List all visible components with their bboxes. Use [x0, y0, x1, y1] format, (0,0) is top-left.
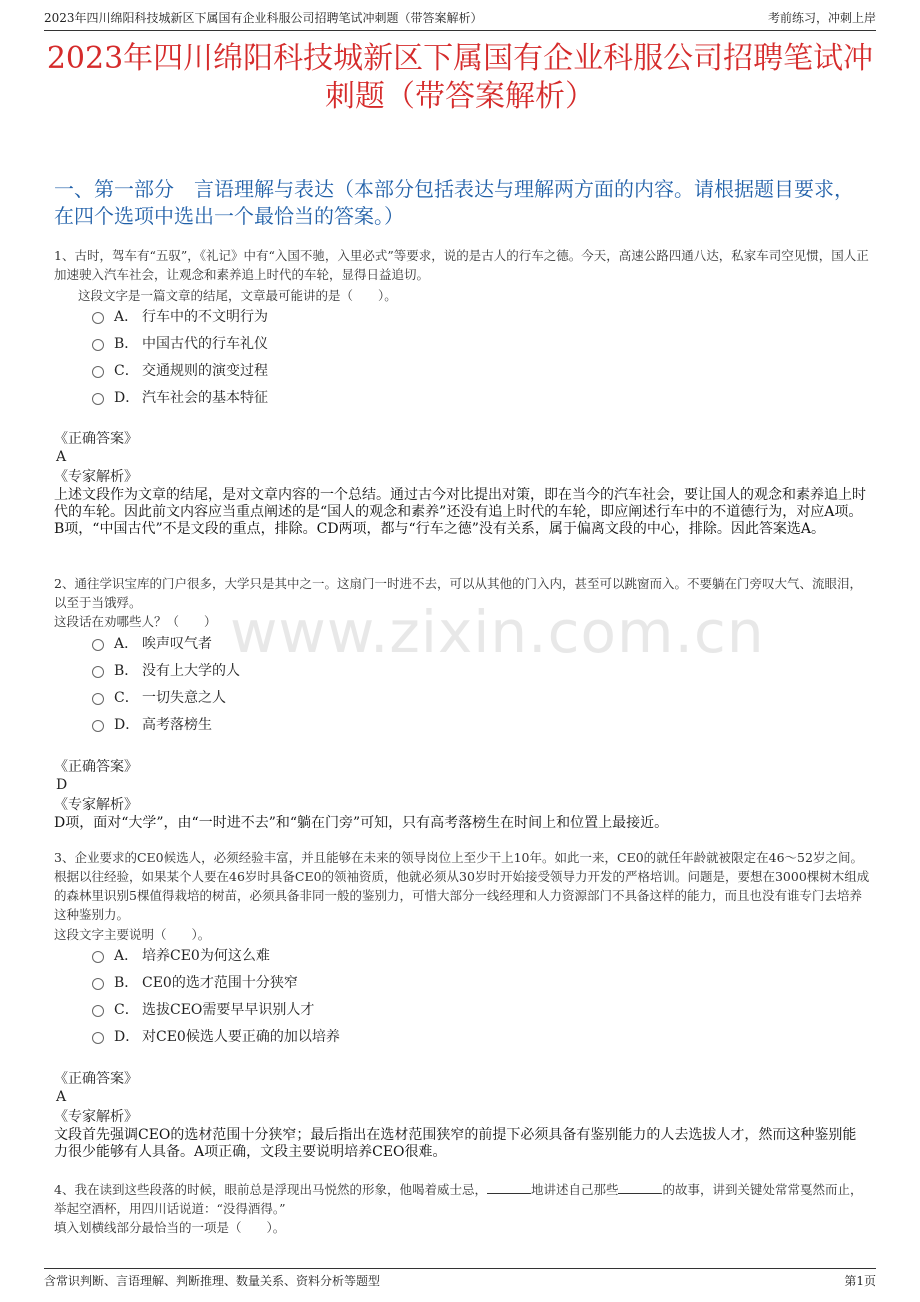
- question-3-analysis: 文段首先强调CEO的选材范围十分狭窄；最后指出在选材范围狭窄的前提下必须具备有鉴别能力的人去选拔人才，然而这种鉴别能力很少能够有人具备。A项正确，文段主要说明培养CEO很难。: [54, 1127, 857, 1160]
- section-title: 一、第一部分 言语理解与表达（本部分包括表达与理解两方面的内容。请根据题目要求，在四个选项中选出一个最恰当的答案。）: [54, 177, 854, 228]
- header-slogan: 考前练习，冲刺上岸: [767, 11, 876, 25]
- radio-icon[interactable]: [92, 951, 104, 963]
- option-c[interactable]: C． 选拔CEO需要早早识别人才: [92, 997, 340, 1024]
- question-2-ask: 这段话在劝哪些人？（ ）: [54, 614, 217, 629]
- radio-icon[interactable]: [92, 339, 104, 351]
- question-1-answer: A: [56, 449, 67, 465]
- option-c[interactable]: C． 一切失意之人: [92, 685, 240, 712]
- analysis-label: 《专家解析》: [54, 1109, 138, 1125]
- option-b[interactable]: B． 没有上大学的人: [92, 658, 240, 685]
- option-a[interactable]: A． 行车中的不文明行为: [92, 304, 268, 331]
- fill-blank: [618, 1181, 662, 1194]
- radio-icon[interactable]: [92, 639, 104, 651]
- page-number: 第1页: [844, 1274, 876, 1288]
- question-1-text: 1、古时，驾车有“五驭”，《礼记》中有“入国不驰，入里必式”等要求，说的是古人的行车之德。今天，高速公路四通八达，私家车司空见惯，国人正加速驶入汽车社会，让观念和素养追上时代的车轮，显得日益追切。: [54, 248, 869, 282]
- analysis-label: 《专家解析》: [54, 797, 138, 813]
- option-d[interactable]: D． 高考落榜生: [92, 712, 240, 739]
- question-1-options: [92, 304, 268, 412]
- option-b[interactable]: B． CE0的选才范围十分狭窄: [92, 970, 340, 997]
- answer-label: 《正确答案》: [54, 431, 138, 447]
- radio-icon[interactable]: [92, 666, 104, 678]
- option-d[interactable]: D． 对CE0候选人要正确的加以培养: [92, 1024, 340, 1051]
- option-a[interactable]: A． 培养CE0为何这么难: [92, 943, 340, 970]
- header-doc-title: 2023年四川绵阳科技城新区下属国有企业科服公司招聘笔试冲刺题（带答案解析）: [44, 11, 483, 25]
- option-b[interactable]: B． 中国古代的行车礼仪: [92, 331, 268, 358]
- radio-icon[interactable]: [92, 366, 104, 378]
- page-footer: [44, 1268, 876, 1289]
- question-2-text: 2、通往学识宝库的门户很多，大学只是其中之一。这扇门一时进不去，可以从其他的门入内，甚至可以跳窗而入。不要躺在门旁叹大气、流眼泪，以至于当饿殍。: [54, 576, 862, 610]
- analysis-label: 《专家解析》: [54, 469, 138, 485]
- radio-icon[interactable]: [92, 312, 104, 324]
- option-c[interactable]: C． 交通规则的演变过程: [92, 358, 268, 385]
- radio-icon[interactable]: [92, 720, 104, 732]
- radio-icon[interactable]: [92, 393, 104, 405]
- footer-description: 含常识判断、言语理解、判断推理、数量关系、资料分析等题型: [44, 1274, 381, 1288]
- answer-label: 《正确答案》: [54, 1071, 138, 1087]
- question-2-options: [92, 631, 240, 739]
- question-2-answer: D: [56, 777, 68, 793]
- question-3-answer: A: [56, 1089, 67, 1105]
- page-header: [44, 8, 876, 31]
- question-3-text: 3、企业要求的CE0候选人，必须经验丰富，并且能够在未来的领导岗位上至少干上10年。如此一来，CE0的就任年龄就被限定在46～52岁之间。根据以往经验，如果某个人要在46岁时具备CE0的领袖资质，他就必须从30岁时开始接受领导力开发的严格培训。问题是，要想在3000棵树木组成的森林里识别5棵值得栽培的树苗，必须具备非同一般的鉴别力，可惜大部分一线经理和人力资源部门不具备这样的能力，而且也没有谁专门去培养这种鉴别力。: [54, 850, 870, 922]
- question-4-text: 4、我在读到这些段落的时候，眼前总是浮现出马悦然的形象，他喝着威士忌， 地讲述自己那些 的故事，讲到关键处常常戛然而止，举起空酒杯，用四川话说道：“没得酒得。”: [54, 1182, 863, 1216]
- answer-label: 《正确答案》: [54, 759, 138, 775]
- watermark: www.zixin.com.cn: [230, 598, 765, 666]
- fill-blank: [487, 1181, 531, 1194]
- radio-icon[interactable]: [92, 1032, 104, 1044]
- radio-icon[interactable]: [92, 693, 104, 705]
- question-3-options: [92, 943, 340, 1051]
- question-1-ask: 这段文字是一篇文章的结尾，文章最可能讲的是（ ）。: [78, 288, 397, 303]
- question-1-analysis: 上述文段作为文章的结尾，是对文章内容的一个总结。通过古今对比提出对策，即在当今的汽车社会，要让国人的观念和素养追上时代的车轮。因此前文内容应当重点阐述的是“国人的观念和素养”还没有追上时代的车轮，即应阐述行车中的不道德行为，对应A项。B项，“中国古代”不是文段的重点，排除。CD两项，都与“行车之德”没有关系，属于偏离文段的中心，排除。因此答案选A。: [54, 487, 866, 537]
- option-d[interactable]: D． 汽车社会的基本特征: [92, 385, 268, 412]
- question-2-analysis: D项，面对“大学”，由“一时进不去”和“躺在门旁”可知，只有高考落榜生在时间上和位置上最接近。: [54, 815, 669, 831]
- question-3-ask: 这段文字主要说明（ ）。: [54, 927, 211, 942]
- radio-icon[interactable]: [92, 1005, 104, 1017]
- question-4-ask: 填入划横线部分最恰当的一项是（ ）。: [54, 1220, 286, 1235]
- option-a[interactable]: A． 唉声叹气者: [92, 631, 240, 658]
- radio-icon[interactable]: [92, 978, 104, 990]
- document-title: 2023年四川绵阳科技城新区下属国有企业科服公司招聘笔试冲刺题（带答案解析）: [46, 41, 874, 114]
